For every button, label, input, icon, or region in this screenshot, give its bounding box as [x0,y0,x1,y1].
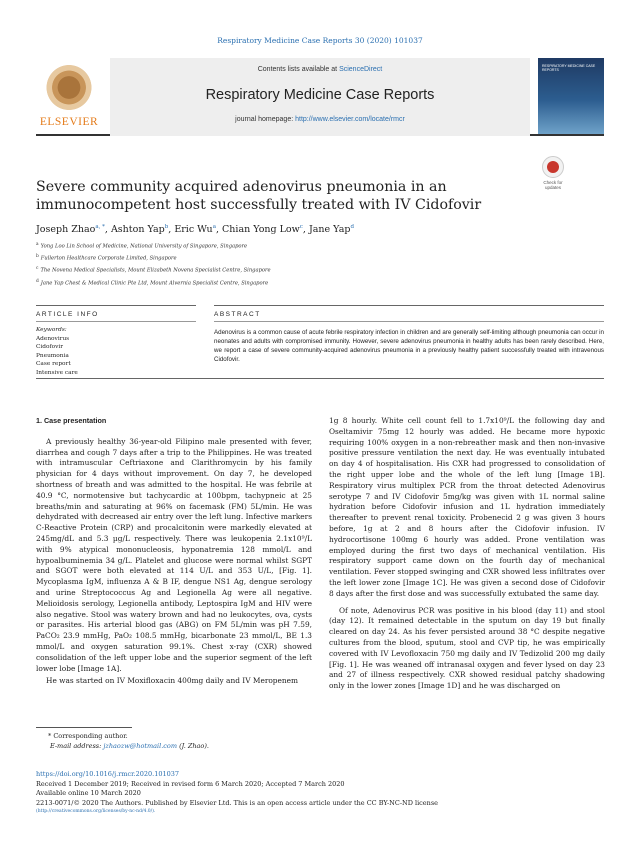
tree-icon [44,60,94,110]
check-for-updates-badge[interactable] [538,156,568,196]
author-list: Joseph Zhao$^{a, *}$, Ashton Yap$^b$, Eric Wu$^a$, Chian Yong Low$^c$, Jane Yap$^d$ [36,224,354,236]
affiliation-item: $^b$ Fullerton Healthcare Corporate Limited, Singapore [36,254,177,262]
body-column-left [36,416,312,687]
homepage-prefix: journal homepage: [235,116,296,123]
author-name: Jane Yap [308,224,351,236]
affiliation-list [36,240,596,289]
affiliation-item: $^d$ Jane Yap Chest & Medical Clinic Pte Ltd, Mount Alvernia Specialist Centre, Singapore [36,278,269,287]
body-column-right [329,416,605,692]
divider [36,321,196,322]
affiliation-item: $^c$ The Novena Medical Specialists, Mount Elizabeth Novena Specialist Centre, Singapore [36,266,271,275]
publisher-name: ELSEVIER [39,116,99,128]
elsevier-logo[interactable] [36,60,102,134]
masthead-banner [110,58,530,136]
author-affiliation-link[interactable]: b [164,224,169,230]
journal-masthead [36,58,604,136]
license-link[interactable]: (http://creativecommons.org/licenses/by-nc-nd/4.0/). [36,809,156,814]
article-info-heading: ARTICLE INFO [36,311,99,318]
article-title: Severe community acquired adenovirus pneumonia in an immunocompetent host successfully treated with IV Cidofovir [36,179,482,213]
body-paragraph: A previously healthy 36-year-old Filipino male presented with fever, diarrhea and cough 7 days after a trip to the Philippines. He was treated with intramuscular Ceftriaxone and Clarithromycin by his family physician for 4 days without improvement. On day 7, he developed shortness of breath and was admitted to the hospital. He was febrile at 40.9 °C, normotensive but tachycardic at 100bpm, tachypneic at 25 breaths/min and saturating at 96% on facemask (FM) 5L/min. He was dehydrated with decreased air entry over the left lung. Infective markers C-Reactive Protein (CRP) and procalcitonin were markedly elevated at 245mg/dL and 5.3 µg/L respectively. There was leukopenia 2.1x10⁹/L with 9% atypical mononucleosis, hyponatremia 128 mmol/L and hypoalbuminemia 34 g/L. Platelet and glucose were normal whilst SGPT and SGOT were both elevated at 114 U/L and 353 U/L, [Fig. 1]. Mycoplasma IgM, influenza A & B IF, dengue NS1 Ag, dengue serology and urine Streptococcus Ag and Legionella Ag were all negative. Melioidosis serology, Legionella antibody, Leptospira IgM and HIV were also negative. Stool was watery brown and had no leukocytes, ova, cysts or parasites. His arterial blood gas (ABG) on FM 5L/min was pH 7.59, PaCO₂ 23.9 mmHg, PaO₂ 108.5 mmHg, bicarbonate 23 mmol/L, BE 1.3 mmol/L and oxygen saturation 99.1%. Chest x-ray (CXR) showed consolidation of the left upper lobe and the superior segment of the left lower lobe [Image 1A]. [36,436,312,673]
badge-label: Check for updates [543,180,563,191]
journal-cover-image[interactable] [538,58,604,134]
author-name: Chian Yong Low [222,224,300,236]
author-name: Joseph Zhao [36,224,96,236]
corresponding-author-note: * Corresponding author. [48,732,128,740]
keyword: Pneumonia [36,352,69,359]
received-dates: Received 1 December 2019; Received in revised form 6 March 2020; Accepted 7 March 2020 [36,779,345,788]
update-check-icon [542,156,564,178]
homepage-line [110,116,530,123]
homepage-link[interactable]: http://www.elsevier.com/locate/rmcr [295,116,405,123]
author-affiliation-link[interactable]: a [212,224,216,230]
keyword: Adenovirus [36,335,70,342]
email-suffix: (J. Zhao). [177,741,209,750]
license-statement: 2213-0071/© 2020 The Authors. Published by Elsevier Ltd. This is an open access article under the CC BY-NC-ND license [36,798,438,807]
section-heading: 1. Case presentation [36,416,107,425]
keyword: Case report [36,361,71,367]
keywords-label: Keywords: [36,327,67,333]
divider [36,305,196,306]
body-paragraph: Of note, Adenovirus PCR was positive in his blood (day 11) and stool (day 12). It remained detectable in the sputum on day 19 but finally cleared on day 24. As his fever persisted around 38 °C despite negative cultures from the blood, sputum, stool and CVP tip, he was empirically covered with IV Levofloxacin 750 mg daily and IV Tedizolid 200 mg daily [Fig. 1]. He was weaned off intranasal oxygen and fever lysed on day 23 and 27 of illness respectively. CXR showed residual patchy shadowing only in the lower zones [Image 1D] and he was discharged on [329,605,605,691]
author-affiliation-link[interactable]: d [350,224,354,230]
keywords-block [36,326,186,377]
abstract-heading: ABSTRACT [214,311,261,318]
email-line [36,742,604,752]
footnote-divider [36,727,132,728]
footnotes [36,732,604,751]
contents-prefix: Contents lists available at [257,66,340,73]
journal-title: Respiratory Medicine Case Reports [205,87,435,103]
doi-link[interactable]: https://doi.org/10.1016/j.rmcr.2020.101037 [36,770,180,778]
journal-reference[interactable]: Respiratory Medicine Case Reports 30 (2020) 101037 [217,36,423,45]
email-label: E-mail address: [50,741,104,750]
keyword: Cidofovir [36,344,64,350]
affiliation-item: $^a$ Yong Loo Lin School of Medicine, National University of Singapore, Singapore [36,242,248,250]
author-name: Ashton Yap [110,224,165,236]
email-link[interactable]: jzhaozw@hotmail.com [103,741,178,750]
author-name: Eric Wu [174,224,213,236]
keyword: Intensive care [36,369,78,376]
article-metadata [36,770,604,817]
contents-line [110,66,530,73]
author-affiliation-link[interactable]: a, * [95,224,105,230]
abstract-text: Adenovirus is a common cause of acute febrile respiratory infection in children and are generally self-limiting although pneumonia can occur in neonates and adults with compromised immunity. However, severe adenovirus pneumonia in healthy adults has been rarely described. Here, we report a case of severe community-acquired adenovirus pneumonia in a previously healthy patient successfully treated with intravenous Cidofovir. [214,329,604,363]
author-affiliation-link[interactable]: c [299,224,303,230]
online-date: Available online 10 March 2020 [36,789,141,797]
divider [36,378,604,379]
body-paragraph: He was started on IV Moxifloxacin 400mg daily and IV Meropenem [46,676,299,686]
divider [214,321,604,322]
body-paragraph: 1g 8 hourly. White cell count fell to 1.7x10⁹/L the following day and Oseltamivir 75mg 12 hourly was added. He became more hypoxic requiring 100% oxygen in a non-rebreather mask and then non-invasive positive pressure ventilation the next day. He was eventually intubated on day 4 of hospitalisation. His CXR had progressed to consolidation of the right upper lobe and the whole of the left lung [Image 1B]. Respiratory virus multiplex PCR from the throat detected Adenovirus serotype 7 and IV Cidofovir 5mg/kg was given with 1L normal saline hydration before Cidofovir infusion and 1L hydration immediately thereafter to prevent renal toxicity. Probenecid 2 g was given 3 hours before, 1g at 2 and 8 hours after the Cidofovir infusion. IV hydrocortisone 100mg 6 hourly was added. Prone ventilation was employed during the first two days of mechanical ventilation. His respiratory support came down on the fourth day of mechanical ventilation. Fever stopped swinging and CXR showed less infiltrates over the left lower zone [Image 1C]. He was given a second dose of Cidofovir 8 days after the first dose and was successfully extubated the same day. [329,416,605,598]
cover-title: RESPIRATORY MEDICINE CASE REPORTS [542,64,596,73]
sciencedirect-link[interactable]: ScienceDirect [339,66,383,73]
divider [214,305,604,306]
